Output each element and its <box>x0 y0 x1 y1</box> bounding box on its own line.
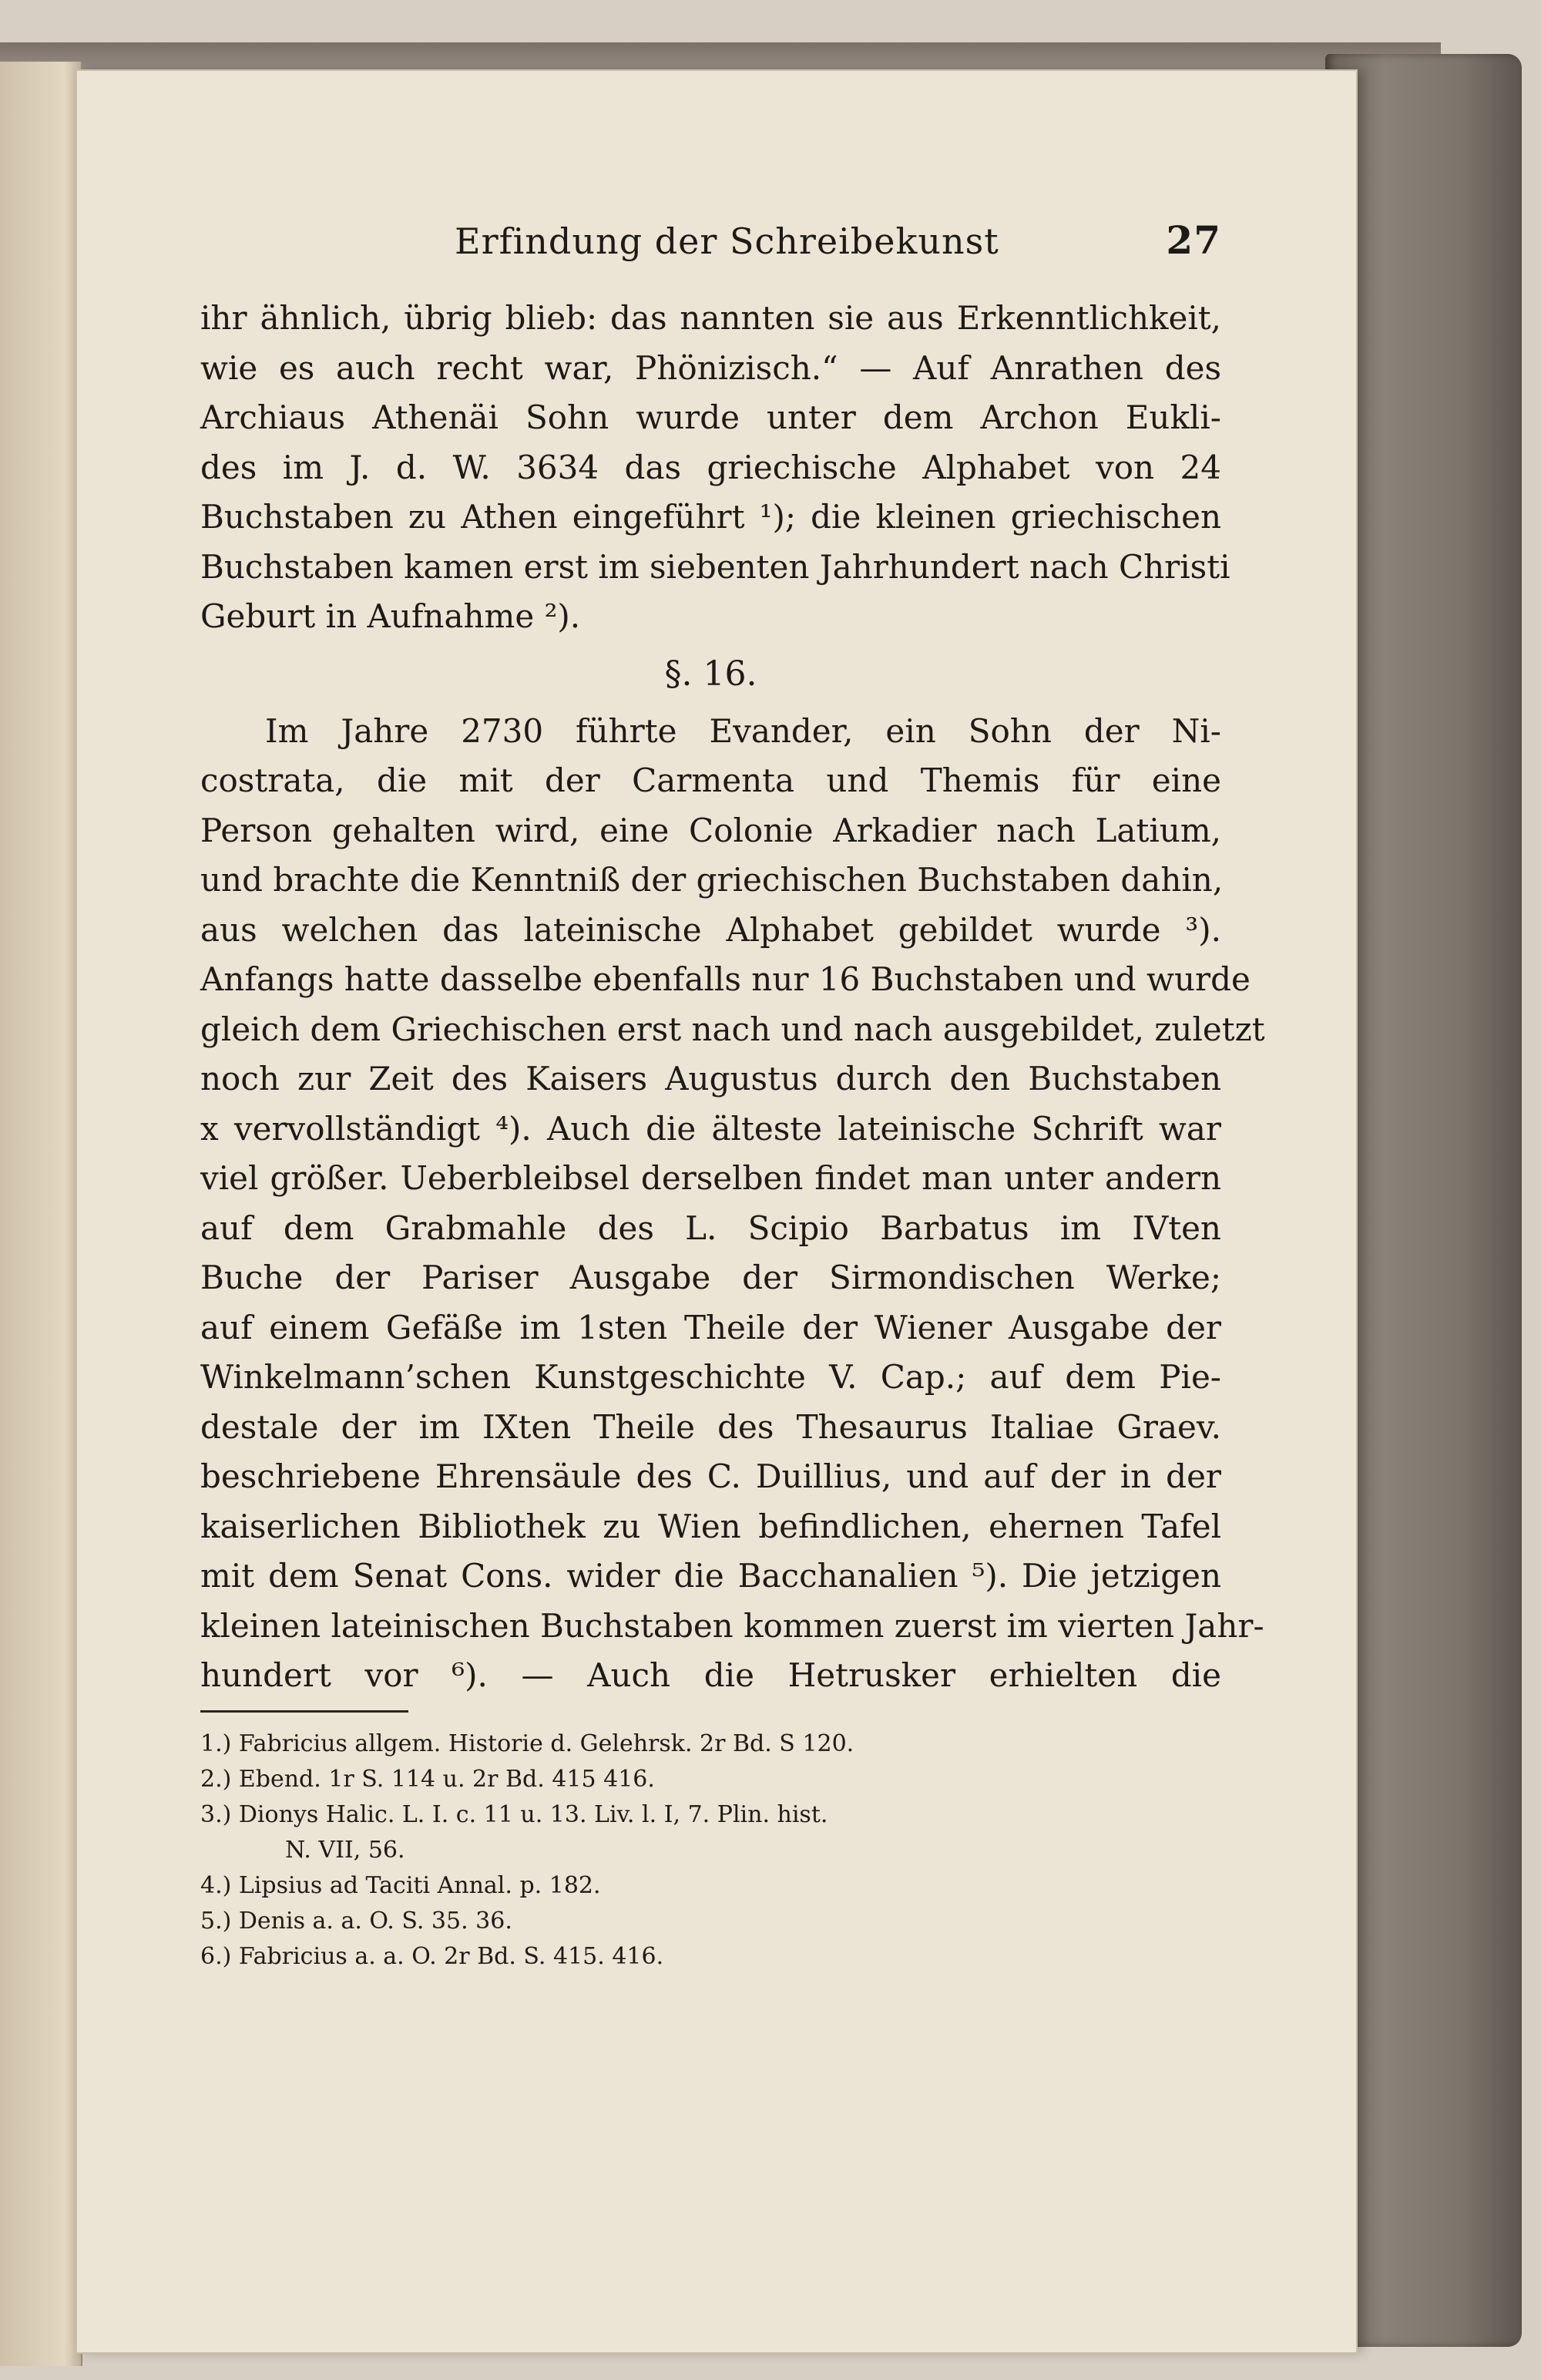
paragraph-continued <box>200 294 1230 642</box>
text-line: Anfangs hatte dasselbe ebenfalls nur 16 Buchstaben und wurde <box>200 960 1251 998</box>
text-line: Winkelmann’schen Kunstgeschichte V. Cap.; auf dem Pie- <box>200 1358 1221 1396</box>
text-line: auf einem Gefäße im 1sten Theile der Wiener Ausgabe der <box>200 1308 1221 1346</box>
footnote-continuation: N. VII, 56. <box>285 1836 405 1864</box>
footnote: 6.) Fabricius a. a. O. 2r Bd. S. 415. 416. <box>200 1942 664 1970</box>
text-line: kaiserlichen Bibliothek zu Wien befindlichen, ehernen Tafel <box>200 1507 1221 1545</box>
text-line: wie es auch recht war, Phönizisch.“ — Auf Anrathen des <box>200 348 1221 387</box>
text-line: des im J. d. W. 3634 das griechische Alphabet von 24 <box>200 448 1221 486</box>
text-line: hundert vor ⁶). — Auch die Hetrusker erhielten die <box>200 1656 1221 1694</box>
section-heading: §. 16. <box>664 654 757 694</box>
footnote-divider <box>200 1710 408 1713</box>
paragraph-section-16 <box>200 707 1265 1701</box>
footnote: 4.) Lipsius ad Taciti Annal. p. 182. <box>200 1871 601 1899</box>
running-header <box>200 217 1221 263</box>
footnote: 2.) Ebend. 1r S. 114 u. 2r Bd. 415 416. <box>200 1765 655 1793</box>
page-number: 27 <box>1166 217 1221 263</box>
footnote: 5.) Denis a. a. O. S. 35. 36. <box>200 1907 512 1935</box>
text-line: auf dem Grabmahle des L. Scipio Barbatus im IVten <box>200 1208 1221 1247</box>
text-line: Person gehalten wird, eine Colonie Arkadier nach Latium, <box>200 811 1221 849</box>
text-line: x vervollständigt ⁴). Auch die älteste lateinische Schrift war <box>200 1109 1221 1148</box>
text-line: Im Jahre 2730 führte Evander, ein Sohn der Ni- <box>265 711 1221 750</box>
text-line: costrata, die mit der Carmenta und Themis für eine <box>200 761 1221 799</box>
text-line: Geburt in Aufnahme ²). <box>200 597 581 635</box>
text-line: Buchstaben kamen erst im siebenten Jahrhundert nach Christi <box>200 547 1230 586</box>
running-title: Erfindung der Schreibekunst <box>455 220 999 262</box>
footnote: 1.) Fabricius allgem. Historie d. Gelehrsk. 2r Bd. S 120. <box>200 1730 854 1757</box>
text-line: kleinen lateinischen Buchstaben kommen zuerst im vierten Jahr- <box>200 1606 1264 1645</box>
text-line: aus welchen das lateinische Alphabet gebildet wurde ³). <box>200 910 1221 949</box>
text-line: beschriebene Ehrensäule des C. Duillius, und auf der in der <box>200 1457 1221 1495</box>
footnotes <box>200 1726 1221 1975</box>
book-spine-edge <box>0 42 1441 73</box>
text-line: Buche der Pariser Ausgabe der Sirmondischen Werke; <box>200 1259 1221 1296</box>
book-page <box>77 71 1356 2352</box>
text-line: und brachte die Kenntniß der griechischen Buchstaben dahin, <box>200 861 1224 899</box>
text-line: noch zur Zeit des Kaisers Augustus durch den Buchstaben <box>200 1060 1221 1098</box>
page-content <box>200 217 1265 1975</box>
text-line: Archiaus Athenäi Sohn wurde unter dem Archon Eukli- <box>200 398 1221 436</box>
text-line: ihr ähnlich, übrig blieb: das nannten sie aus Erkenntlichkeit, <box>200 299 1221 337</box>
text-line: Buchstaben zu Athen eingeführt ¹); die kleinen griechischen <box>200 498 1221 536</box>
facing-page-edge <box>0 62 82 2366</box>
text-line: mit dem Senat Cons. wider die Bacchanalien ⁵). Die jetzigen <box>200 1557 1221 1595</box>
text-line: gleich dem Griechischen erst nach und nach ausgebildet, zuletzt <box>200 1010 1265 1048</box>
text-line: viel größer. Ueberbleibsel derselben findet man unter andern <box>200 1159 1221 1197</box>
text-line: destale der im IXten Theile des Thesaurus Italiae Graev. <box>200 1407 1221 1446</box>
footnote: 3.) Dionys Halic. L. I. c. 11 u. 13. Liv. l. I, 7. Plin. hist. <box>200 1800 828 1828</box>
